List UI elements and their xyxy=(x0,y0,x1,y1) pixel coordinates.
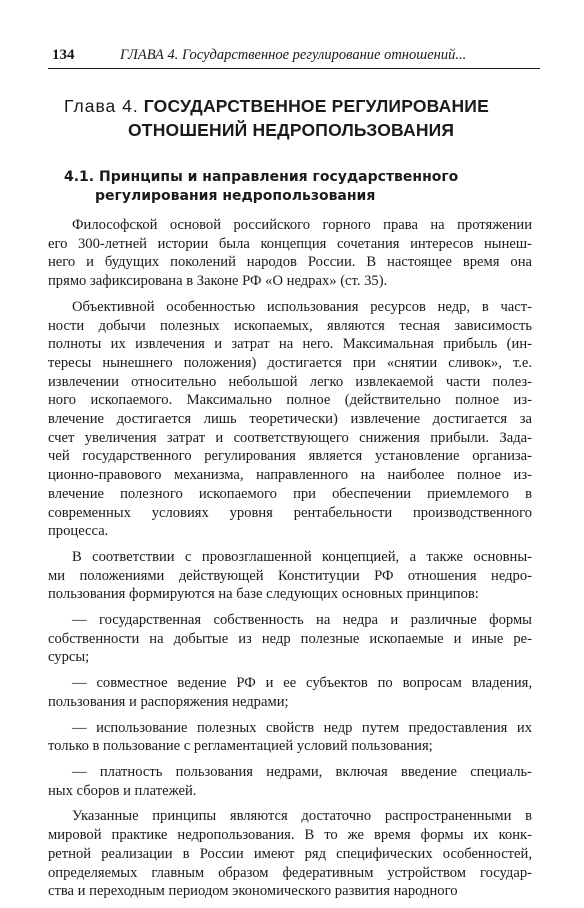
paragraph xyxy=(48,719,532,756)
paragraph xyxy=(48,216,532,291)
paragraph-line: тересы нынешнего положения) достигается при «снятии сливок», т.е. xyxy=(48,354,532,371)
paragraph-line: ности добычи полезных ископаемых, являются тесная зависимость xyxy=(48,317,532,334)
paragraph-line: влечение полезного ископаемого при обеспечении приемлемого в xyxy=(48,485,532,502)
paragraph-line: полноты их извлечения и затрат на него. Максимальная прибыль (ин- xyxy=(48,336,532,353)
chapter-heading-line-1 xyxy=(64,94,534,118)
paragraph xyxy=(48,763,532,800)
paragraph-line: него и будущих поколений народов России. В настоящее время она xyxy=(48,254,532,271)
paragraph-line: мировой практике недропользования. В то же время формы их конк- xyxy=(48,827,532,844)
paragraph-line: его 300-летней истории была концепция сочетания интересов нынеш- xyxy=(48,235,532,252)
paragraph xyxy=(48,611,532,667)
page-number: 134 xyxy=(52,47,75,63)
paragraph-line: Объективной особенностью использования ресурсов недр, в част- xyxy=(72,298,532,315)
paragraph-line: ми положениями действующей Конституции РФ отношения недро- xyxy=(48,567,532,584)
paragraph-line: ционно-правового механизма, направленного на наиболее полное из- xyxy=(48,467,532,484)
paragraph xyxy=(48,548,532,604)
paragraph-line: пользования и распоряжения недрами; xyxy=(48,693,289,710)
paragraph-line: сурсы; xyxy=(48,649,90,666)
paragraph-line: собственности на добытые из недр полезные ископаемые и иные ре- xyxy=(48,630,532,647)
paragraph-line: ных сборов и платежей. xyxy=(48,782,197,799)
chapter-title-line-2: ОТНОШЕНИЙ НЕДРОПОЛЬЗОВАНИЯ xyxy=(128,120,455,140)
paragraph-line: ного ископаемого. Максимально полное (действительно полное из- xyxy=(48,392,532,409)
paragraph xyxy=(48,298,532,541)
paragraph-line: ретной реализации в России имеют ряд специфических особенностей, xyxy=(48,845,532,862)
chapter-prefix: Глава 4. xyxy=(64,96,139,116)
paragraph-line: — платность пользования недрами, включая введение специаль- xyxy=(72,763,532,780)
paragraph-line: В соответствии с провозглашенной концепцией, а также основны- xyxy=(72,548,532,565)
paragraph-line: определяемых главным образом федеративным устройством государ- xyxy=(48,864,532,881)
section-heading-line-2: регулирования недропользования xyxy=(95,188,376,204)
paragraph-line: прямо зафиксирована в Законе РФ «О недрах» (ст. 35). xyxy=(48,273,388,290)
chapter-heading xyxy=(64,94,534,142)
chapter-title-line-1: ГОСУДАРСТВЕННОЕ РЕГУЛИРОВАНИЕ xyxy=(143,96,489,116)
section-heading xyxy=(64,168,534,206)
paragraph-line: извлечении относительно небольшой легко извлекаемой части полез- xyxy=(48,373,532,390)
paragraph-line: влечение достигается лишь теоретически) извлечение достигается за xyxy=(48,411,532,428)
running-head-title: ГЛАВА 4. Государственное регулирование отношений... xyxy=(120,47,467,63)
paragraph-line: — использование полезных свойств недр путем предоставления их xyxy=(72,719,532,736)
paragraph-line: — совместное ведение РФ и ее субъектов по вопросам владения, xyxy=(72,675,532,692)
paragraph-line: пользования формируются на базе следующих основных принципов: xyxy=(48,586,479,603)
paragraph-line: Указанные принципы являются достаточно распространенными в xyxy=(72,808,532,825)
paragraph-line: чей государственного регулирования является установление организа- xyxy=(48,448,532,465)
paragraph-line: ства и переходным периодом экономического развития народного xyxy=(48,883,458,900)
paragraph-line: — государственная собственность на недра и различные формы xyxy=(72,612,532,629)
paragraph xyxy=(48,674,532,711)
paragraph-line: современных условиях уровня рентабельности производственного xyxy=(48,504,532,521)
paragraph-line: Философской основой российского горного права на протяжении xyxy=(72,217,532,233)
body-text xyxy=(48,216,532,908)
paragraph xyxy=(48,807,532,901)
paragraph-line: процесса. xyxy=(48,523,109,540)
paragraph-line: только в пользование с регламентацией условий пользования; xyxy=(48,738,433,755)
section-heading-line-1: 4.1. Принципы и направления государственного xyxy=(64,169,459,185)
running-head xyxy=(48,44,536,66)
header-rule xyxy=(48,68,540,69)
paragraph-line: счет увеличения затрат и соответствующего снижения прибыли. Зада- xyxy=(48,429,532,446)
